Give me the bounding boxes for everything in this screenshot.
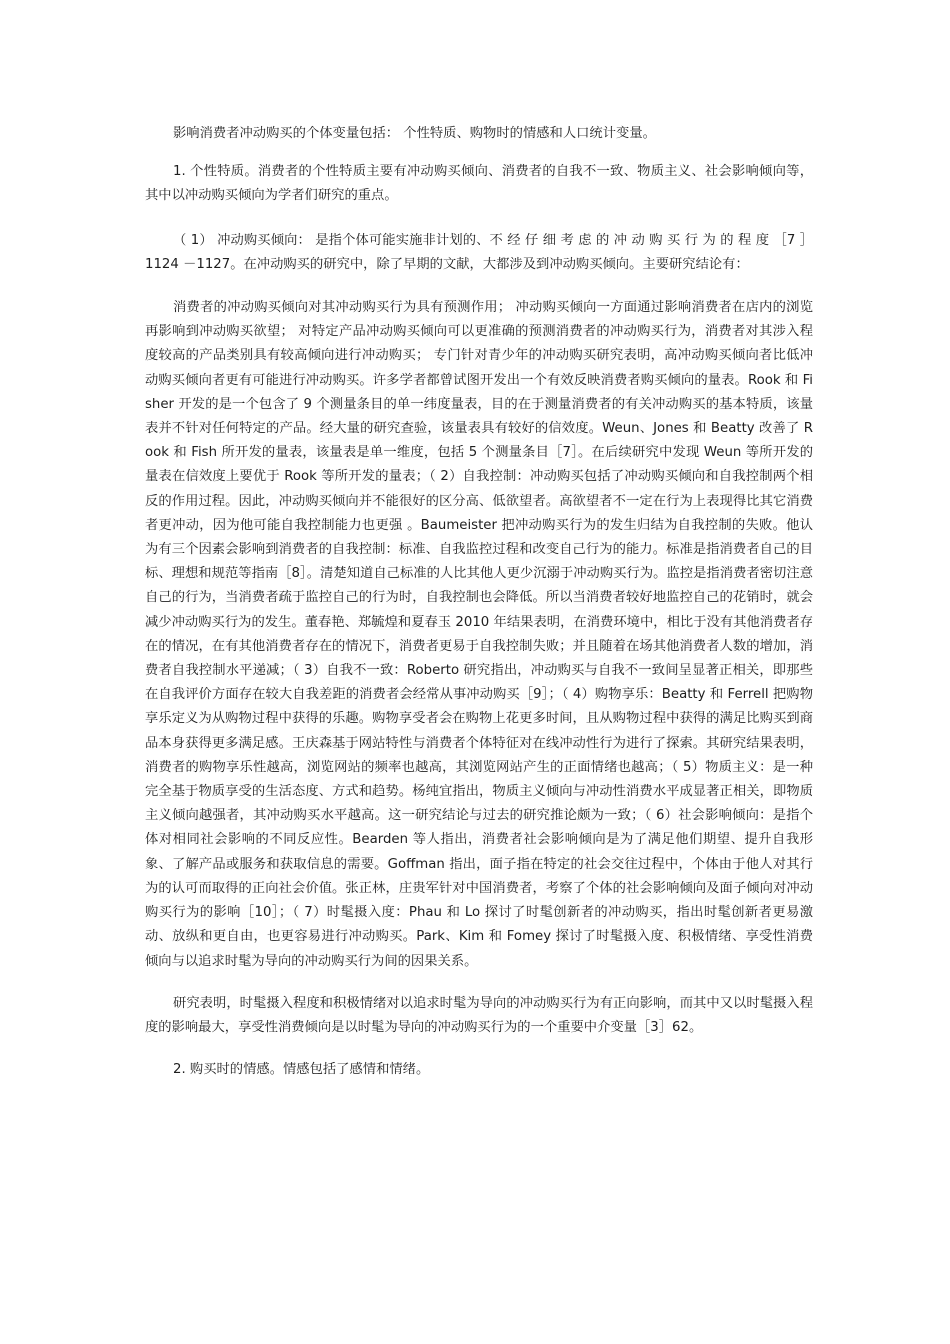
- impulse-tendency-paragraph: （ 1） 冲动购买倾向： 是指个体可能实施非计划的、不 经 仔 细 考 虑 的 冲 动 购 买 行 为 的 程 度 ［7 ］1124 －1127。在冲动购买的研究中，除了早期的文献，大都涉及到冲动购买倾向。主要研究结论有：: [145, 232, 813, 272]
- personality-traits-paragraph: 1. 个性特质。消费者的个性特质主要有冲动购买倾向、消费者的自我不一致、物质主义、社会影响倾向等，其中以冲动购买倾向为学者们研究的重点。: [145, 164, 813, 204]
- emotions-heading-paragraph: 2. 购买时的情感。情感包括了感情和情绪。: [173, 1062, 430, 1078]
- research-findings-paragraph: 消费者的冲动购买倾向对其冲动购买行为具有预测作用； 冲动购买倾向一方面通过影响消费者在店内的浏览再影响到冲动购买欲望； 对特定产品冲动购买倾向可以更准确的预测消费者的冲动购买行为，消费者对其涉入程度较高的产品类别具有较高倾向进行冲动购买； 专门针对青少年的冲动购买研究表明，高冲动购买倾向者比低冲动购买倾向者更有可能进行冲动购买。许多学者都曾试图开发出一个有效反映消费者购买倾向的量表。Rook 和 Fisher 开发的是一个包含了 9 个测量条目的单一纬度量表，目的在于测量消费者的有关冲动购买的基本特质，该量表并不针对任何特定的产品。经大量的研究查验，该量表具有较好的信效度。Weun、Jones 和 Beatty 改善了 Rook 和 Fish 所开发的量表，该量表是单一维度，包括 5 个测量条目［7］。在后续研究中发现 Weun 等所开发的量表在信效度上要优于 Rook 等所开发的量表；（ 2）自我控制：冲动购买包括了冲动购买倾向和自我控制两个相反的作用过程。因此，冲动购买倾向并不能很好的区分高、低欲望者。高欲望者不一定在行为上表现得比其它消费者更冲动，因为他可能自我控制能力也更强 。Baumeister 把冲动购买行为的发生归结为自我控制的失败。他认为有三个因素会影响到消费者的自我控制：标准、自我监控过程和改变自己行为的能力。标准是指消费者自己的目标、理想和规范等指南［8］。清楚知道自己标准的人比其他人更少沉溺于冲动购买行为。监控是指消费者密切注意自己的行为，当消费者疏于监控自己的行为时，自我控制也会降低。所以当消费者较好地监控自己的花销时，就会减少冲动购买行为的发生。董春艳、郑毓煌和夏春玉 2010 年结果表明，在消费环境中，相比于没有其他消费者存在的情况，在有其他消费者存在的情况下，消费者更易于自我控制失败；并且随着在场其他消费者人数的增加，消费者自我控制水平递减；（ 3）自我不一致：Roberto 研究指出，冲动购买与自我不一致间呈显著正相关，即那些在自我评价方面存在较大自我差距的消费者会经常从事冲动购买［9］；（ 4）购物享乐：Beatty 和 Ferrell 把购物享乐定义为从购物过程中获得的乐趣。购物享受者会在购物上花更多时间，且从购物过程中获得的满足比购买到商品本身获得更多满足感。王庆森基于网站特性与消费者个体特征对在线冲动性行为进行了探索。其研究结果表明，消费者的购物享乐性越高，浏览网站的频率也越高，其浏览网站产生的正面情绪也越高；（ 5）物质主义：是一种完全基于物质享受的生活态度、方式和趋势。杨纯宜指出，物质主义倾向与冲动性消费水平成显著正相关，即物质主义倾向越强者，其冲动购买水平越高。这一研究结论与过去的研究推论颇为一致；（ 6）社会影响倾向：是指个体对相同社会影响的不同反应性。Bearden 等人指出，消费者社会影响倾向是为了满足他们期望、提升自我形象、了解产品或服务和获取信息的需要。Goffman 指出，面子指在特定的社会交往过程中，个体由于他人对其行为的认可而取得的正向社会价值。张正林，庄贵军针对中国消费者，考察了个体的社会影响倾向及面子倾向对冲动购买行为的影响［10］；（ 7）时髦摄入度：Phau 和 Lo 探讨了时髦创新者的冲动购买，指出时髦创新者更易激动、放纵和更自由，也更容易进行冲动购买。Park、Kim 和 Fomey 探讨了时髦摄入度、积极情绪、享受性消费倾向与以追求时髦为导向的冲动购买行为间的因果关系。: [145, 300, 813, 969]
- intro-paragraph: 影响消费者冲动购买的个体变量包括： 个性特质、购物时的情感和人口统计变量。: [173, 126, 656, 141]
- document-body: [145, 122, 813, 1082]
- fashion-involvement-paragraph: 研究表明，时髦摄入程度和积极情绪对以追求时髦为导向的冲动购买行为有正向影响，而其中又以时髦摄入程度的影响最大，享受性消费倾向是以时髦为导向的冲动购买行为的一个重要中介变量［3］62。: [145, 995, 813, 1035]
